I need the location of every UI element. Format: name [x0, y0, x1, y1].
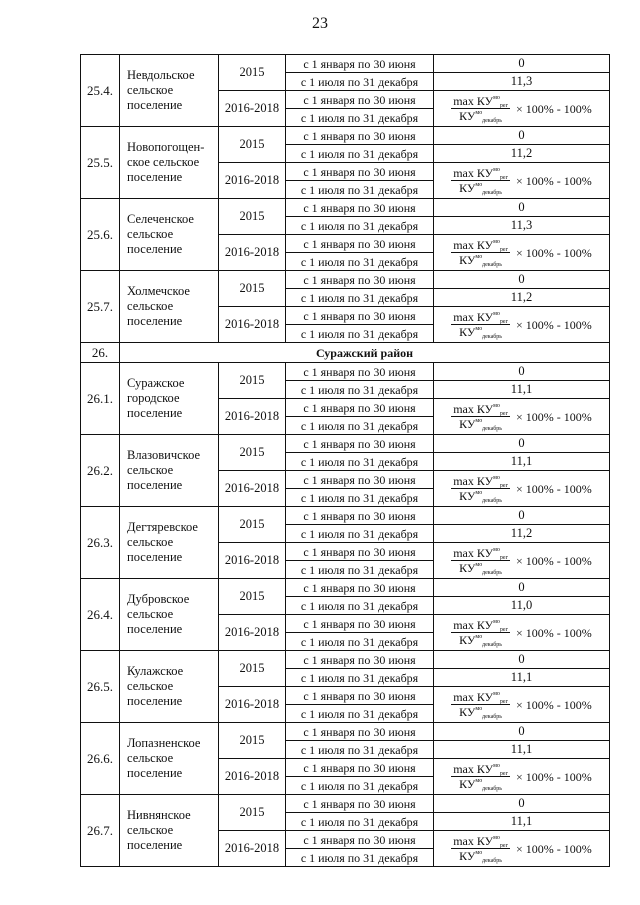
row-number: 26.1. — [81, 363, 120, 435]
row-number: 26.6. — [81, 723, 120, 795]
formula-numerator-sub: рег — [499, 175, 509, 181]
district-row — [81, 343, 610, 363]
value-cell: 11,0 — [434, 597, 610, 615]
formula-cell — [434, 399, 610, 435]
formula-numerator-sup: мо — [493, 239, 500, 245]
row-number: 26.3. — [81, 507, 120, 579]
period-cell: с 1 июля по 31 декабря — [286, 849, 434, 867]
value-cell: 11,1 — [434, 669, 610, 687]
formula-numerator-sup: мо — [493, 475, 500, 481]
value-cell: 11,1 — [434, 381, 610, 399]
value-cell: 0 — [434, 199, 610, 217]
district-number: 26. — [81, 343, 120, 363]
formula-denominator-sup: мо — [475, 182, 483, 188]
value-cell: 11,3 — [434, 73, 610, 91]
value-cell: 11,2 — [434, 525, 610, 543]
value-cell: 11,1 — [434, 813, 610, 831]
year-cell: 2015 — [219, 55, 286, 91]
formula-numerator-sub: рег — [499, 699, 509, 705]
period-cell: с 1 июля по 31 декабря — [286, 253, 434, 271]
formula-denominator-sub: декабрь — [482, 498, 503, 504]
period-cell: с 1 июля по 31 декабря — [286, 73, 434, 91]
period-cell: с 1 июля по 31 декабря — [286, 705, 434, 723]
formula-tail: × 100% - 100% — [516, 697, 592, 712]
year-cell: 2016-2018 — [219, 163, 286, 199]
formula-fraction — [451, 403, 510, 430]
settlement-name: Влазовичское сельское поселение — [120, 435, 219, 507]
formula-numerator-sub: рег — [499, 411, 509, 417]
period-cell: с 1 января по 30 июня — [286, 307, 434, 325]
formula-numerator: max КУ — [453, 310, 494, 324]
formula-numerator-sub: рег — [499, 627, 509, 633]
formula-numerator-sub: рег — [499, 247, 509, 253]
period-cell: с 1 января по 30 июня — [286, 435, 434, 453]
formula-tail: × 100% - 100% — [516, 769, 592, 784]
period-cell: с 1 июля по 31 декабря — [286, 109, 434, 127]
year-cell: 2016-2018 — [219, 831, 286, 867]
formula-numerator-sub: рег — [499, 843, 509, 849]
formula-fraction — [451, 239, 510, 266]
year-cell: 2015 — [219, 271, 286, 307]
formula-fraction — [451, 475, 510, 502]
year-cell: 2015 — [219, 127, 286, 163]
formula-cell — [434, 307, 610, 343]
period-cell: с 1 января по 30 июня — [286, 543, 434, 561]
formula-fraction — [451, 835, 510, 862]
period-cell: с 1 января по 30 июня — [286, 163, 434, 181]
year-cell: 2015 — [219, 199, 286, 235]
period-cell: с 1 июля по 31 декабря — [286, 597, 434, 615]
formula-numerator: max КУ — [453, 762, 494, 776]
formula-tail: × 100% - 100% — [516, 625, 592, 640]
district-title: Суражский район — [120, 343, 610, 363]
period-cell: с 1 января по 30 июня — [286, 235, 434, 253]
row-number: 25.5. — [81, 127, 120, 199]
year-cell: 2015 — [219, 651, 286, 687]
formula-tail: × 100% - 100% — [516, 317, 592, 332]
formula-fraction — [451, 167, 510, 194]
formula-cell — [434, 91, 610, 127]
formula-cell — [434, 235, 610, 271]
settlement-name: Селеченское сельское поселение — [120, 199, 219, 271]
formula-denominator-sup: мо — [475, 634, 483, 640]
table-row — [81, 507, 610, 525]
table-row — [81, 271, 610, 289]
formula-tail: × 100% - 100% — [516, 101, 592, 116]
formula-denominator: КУ — [459, 633, 476, 647]
period-cell: с 1 июля по 31 декабря — [286, 525, 434, 543]
formula-cell — [434, 615, 610, 651]
period-cell: с 1 января по 30 июня — [286, 723, 434, 741]
settlement-name: Холмечское сельское поселение — [120, 271, 219, 343]
formula-denominator: КУ — [459, 181, 476, 195]
period-cell: с 1 июля по 31 декабря — [286, 289, 434, 307]
period-cell: с 1 июля по 31 декабря — [286, 217, 434, 235]
value-cell: 0 — [434, 55, 610, 73]
settlement-name: Нивнянское сельское поселение — [120, 795, 219, 867]
formula-tail: × 100% - 100% — [516, 841, 592, 856]
formula-numerator: max КУ — [453, 238, 494, 252]
period-cell: с 1 июля по 31 декабря — [286, 381, 434, 399]
period-cell: с 1 января по 30 июня — [286, 399, 434, 417]
year-cell: 2015 — [219, 363, 286, 399]
formula-denominator: КУ — [459, 253, 476, 267]
year-cell: 2016-2018 — [219, 235, 286, 271]
formula-denominator-sub: декабрь — [482, 642, 503, 648]
period-cell: с 1 июля по 31 декабря — [286, 813, 434, 831]
formula-denominator: КУ — [459, 417, 476, 431]
year-cell: 2016-2018 — [219, 471, 286, 507]
formula-numerator-sup: мо — [493, 691, 500, 697]
period-cell: с 1 июля по 31 декабря — [286, 181, 434, 199]
formula-numerator-sub: рег — [499, 483, 509, 489]
formula-denominator-sup: мо — [475, 418, 483, 424]
year-cell: 2016-2018 — [219, 615, 286, 651]
formula-numerator: max КУ — [453, 546, 494, 560]
formula-denominator-sup: мо — [475, 490, 483, 496]
formula-denominator: КУ — [459, 489, 476, 503]
period-cell: с 1 июля по 31 декабря — [286, 777, 434, 795]
formula-tail: × 100% - 100% — [516, 553, 592, 568]
period-cell: с 1 января по 30 июня — [286, 471, 434, 489]
period-cell: с 1 июля по 31 декабря — [286, 633, 434, 651]
period-cell: с 1 января по 30 июня — [286, 507, 434, 525]
formula-numerator: max КУ — [453, 402, 494, 416]
formula-denominator-sub: декабрь — [482, 262, 503, 268]
settlement-name: Суражское городское поселение — [120, 363, 219, 435]
formula-numerator: max КУ — [453, 474, 494, 488]
formula-denominator-sup: мо — [475, 562, 483, 568]
value-cell: 0 — [434, 507, 610, 525]
table-row — [81, 127, 610, 145]
period-cell: с 1 января по 30 июня — [286, 687, 434, 705]
formula-fraction — [451, 691, 510, 718]
period-cell: с 1 июля по 31 декабря — [286, 145, 434, 163]
period-cell: с 1 июля по 31 декабря — [286, 741, 434, 759]
value-cell: 0 — [434, 271, 610, 289]
year-cell: 2016-2018 — [219, 399, 286, 435]
formula-tail: × 100% - 100% — [516, 481, 592, 496]
row-number: 26.2. — [81, 435, 120, 507]
settlement-name: Новопогощен-ское сельское поселение — [120, 127, 219, 199]
formula-numerator: max КУ — [453, 94, 494, 108]
period-cell: с 1 января по 30 июня — [286, 55, 434, 73]
period-cell: с 1 января по 30 июня — [286, 759, 434, 777]
formula-denominator-sub: декабрь — [482, 570, 503, 576]
formula-denominator-sub: декабрь — [482, 426, 503, 432]
value-cell: 11,1 — [434, 741, 610, 759]
formula-cell — [434, 163, 610, 199]
settlement-name: Дубровское сельское поселение — [120, 579, 219, 651]
row-number: 25.4. — [81, 55, 120, 127]
value-cell: 11,2 — [434, 289, 610, 307]
formula-denominator: КУ — [459, 109, 476, 123]
formula-numerator-sub: рег — [499, 103, 509, 109]
period-cell: с 1 июля по 31 декабря — [286, 489, 434, 507]
table-row — [81, 363, 610, 381]
value-cell: 0 — [434, 579, 610, 597]
period-cell: с 1 января по 30 июня — [286, 127, 434, 145]
period-cell: с 1 июля по 31 декабря — [286, 561, 434, 579]
table-row — [81, 435, 610, 453]
formula-tail: × 100% - 100% — [516, 173, 592, 188]
formula-denominator-sup: мо — [475, 706, 483, 712]
year-cell: 2016-2018 — [219, 687, 286, 723]
formula-cell — [434, 543, 610, 579]
year-cell: 2016-2018 — [219, 543, 286, 579]
formula-cell — [434, 831, 610, 867]
formula-numerator-sup: мо — [493, 95, 500, 101]
formula-denominator-sup: мо — [475, 254, 483, 260]
formula-numerator-sup: мо — [493, 547, 500, 553]
value-cell: 0 — [434, 723, 610, 741]
value-cell: 0 — [434, 795, 610, 813]
value-cell: 11,3 — [434, 217, 610, 235]
period-cell: с 1 января по 30 июня — [286, 91, 434, 109]
year-cell: 2015 — [219, 795, 286, 831]
tariff-table — [80, 54, 610, 867]
year-cell: 2015 — [219, 723, 286, 759]
formula-denominator: КУ — [459, 777, 476, 791]
formula-numerator-sup: мо — [493, 311, 500, 317]
period-cell: с 1 января по 30 июня — [286, 363, 434, 381]
formula-cell — [434, 759, 610, 795]
period-cell: с 1 января по 30 июня — [286, 199, 434, 217]
formula-denominator: КУ — [459, 849, 476, 863]
formula-fraction — [451, 311, 510, 338]
settlement-name: Кулажское сельское поселение — [120, 651, 219, 723]
settlement-name: Невдольское сельское поселение — [120, 55, 219, 127]
value-cell: 11,1 — [434, 453, 610, 471]
table-row — [81, 651, 610, 669]
formula-denominator-sup: мо — [475, 326, 483, 332]
formula-numerator-sub: рег — [499, 319, 509, 325]
row-number: 25.7. — [81, 271, 120, 343]
period-cell: с 1 июля по 31 декабря — [286, 453, 434, 471]
period-cell: с 1 июля по 31 декабря — [286, 417, 434, 435]
formula-denominator-sup: мо — [475, 778, 483, 784]
table-row — [81, 795, 610, 813]
formula-numerator-sup: мо — [493, 403, 500, 409]
formula-denominator-sub: декабрь — [482, 786, 503, 792]
formula-denominator: КУ — [459, 325, 476, 339]
formula-tail: × 100% - 100% — [516, 245, 592, 260]
period-cell: с 1 января по 30 июня — [286, 651, 434, 669]
period-cell: с 1 июля по 31 декабря — [286, 669, 434, 687]
settlement-name: Дегтяревское сельское поселение — [120, 507, 219, 579]
formula-denominator-sup: мо — [475, 110, 483, 116]
formula-numerator: max КУ — [453, 834, 494, 848]
period-cell: с 1 января по 30 июня — [286, 831, 434, 849]
table-row — [81, 199, 610, 217]
value-cell: 11,2 — [434, 145, 610, 163]
formula-numerator-sup: мо — [493, 763, 500, 769]
value-cell: 0 — [434, 127, 610, 145]
formula-denominator-sub: декабрь — [482, 118, 503, 124]
settlement-name: Лопазненское сельское поселение — [120, 723, 219, 795]
period-cell: с 1 июля по 31 декабря — [286, 325, 434, 343]
row-number: 26.4. — [81, 579, 120, 651]
row-number: 25.6. — [81, 199, 120, 271]
formula-denominator-sub: декабрь — [482, 858, 503, 864]
row-number: 26.5. — [81, 651, 120, 723]
formula-numerator-sub: рег — [499, 555, 509, 561]
table-row — [81, 723, 610, 741]
period-cell: с 1 января по 30 июня — [286, 579, 434, 597]
formula-numerator-sup: мо — [493, 619, 500, 625]
formula-fraction — [451, 95, 510, 122]
year-cell: 2016-2018 — [219, 759, 286, 795]
value-cell: 0 — [434, 651, 610, 669]
value-cell: 0 — [434, 435, 610, 453]
formula-fraction — [451, 547, 510, 574]
formula-numerator: max КУ — [453, 618, 494, 632]
formula-fraction — [451, 763, 510, 790]
formula-fraction — [451, 619, 510, 646]
formula-numerator-sup: мо — [493, 167, 500, 173]
period-cell: с 1 января по 30 июня — [286, 615, 434, 633]
formula-numerator-sup: мо — [493, 835, 500, 841]
formula-numerator: max КУ — [453, 690, 494, 704]
formula-denominator-sub: декабрь — [482, 190, 503, 196]
formula-numerator-sub: рег — [499, 771, 509, 777]
year-cell: 2015 — [219, 579, 286, 615]
table-row — [81, 55, 610, 73]
year-cell: 2016-2018 — [219, 307, 286, 343]
row-number: 26.7. — [81, 795, 120, 867]
page-number: 23 — [312, 15, 328, 32]
formula-tail: × 100% - 100% — [516, 409, 592, 424]
period-cell: с 1 января по 30 июня — [286, 271, 434, 289]
formula-denominator-sup: мо — [475, 850, 483, 856]
formula-cell — [434, 687, 610, 723]
year-cell: 2015 — [219, 435, 286, 471]
formula-denominator: КУ — [459, 705, 476, 719]
formula-numerator: max КУ — [453, 166, 494, 180]
year-cell: 2016-2018 — [219, 91, 286, 127]
formula-denominator: КУ — [459, 561, 476, 575]
formula-denominator-sub: декабрь — [482, 714, 503, 720]
formula-cell — [434, 471, 610, 507]
period-cell: с 1 января по 30 июня — [286, 795, 434, 813]
value-cell: 0 — [434, 363, 610, 381]
year-cell: 2015 — [219, 507, 286, 543]
formula-denominator-sub: декабрь — [482, 334, 503, 340]
table-row — [81, 579, 610, 597]
